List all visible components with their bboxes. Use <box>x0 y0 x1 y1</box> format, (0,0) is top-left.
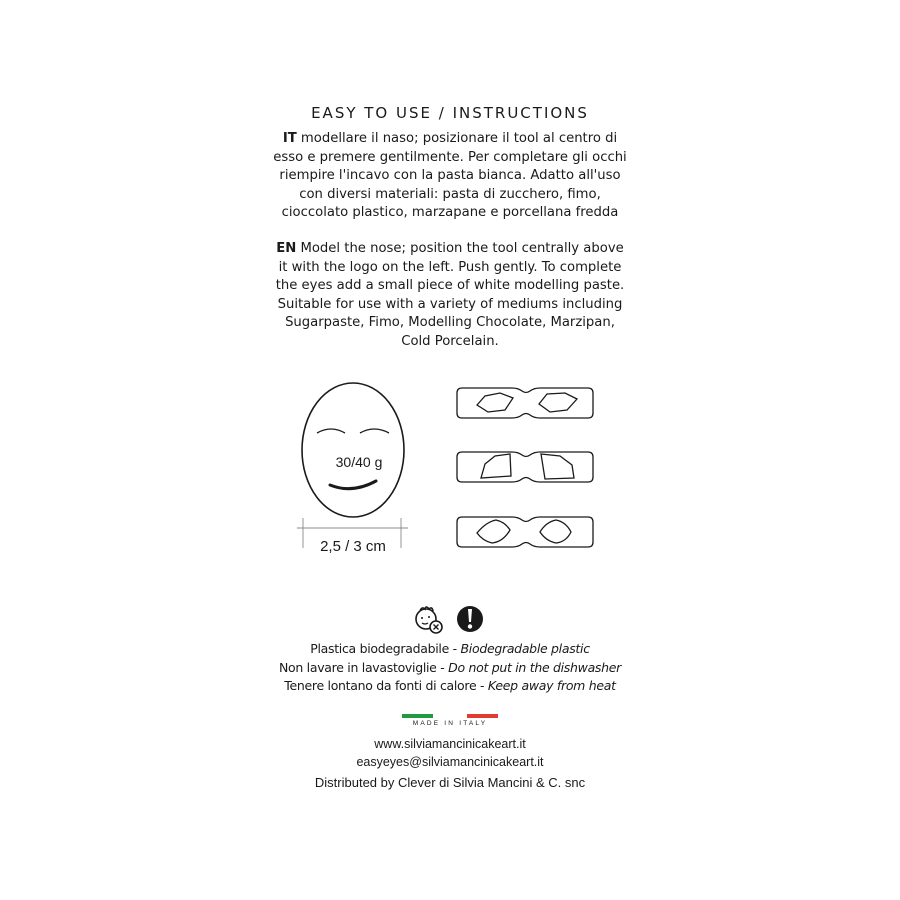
note-row <box>0 659 900 678</box>
flag-red-stripe <box>467 714 498 718</box>
made-in-italy-text: MADE IN ITALY <box>412 720 488 727</box>
en-line: Suitable for use with a variety of mediums including <box>277 296 623 312</box>
flag-green-stripe <box>402 714 433 718</box>
face-diagram <box>302 383 404 517</box>
lang-code-en: EN <box>276 241 297 256</box>
eye-tool-2 <box>457 452 593 482</box>
distributor-text: Distributed by Clever di Silvia Mancini & C. snc <box>314 775 586 790</box>
it-line: modellare il naso; posizionare il tool al centro di <box>296 131 618 146</box>
instructions-title: EASY TO USE / INSTRUCTIONS <box>311 104 589 122</box>
made-in-italy-badge <box>400 714 500 734</box>
en-line: the eyes add a small piece of white modelling paste. <box>275 278 625 293</box>
it-line: con diversi materiali: pasta di zucchero, fimo, <box>299 186 601 202</box>
it-line: riempire l'incavo con la pasta bianca. Adatto all'uso <box>279 168 621 183</box>
note-en: Do not put in the dishwasher <box>448 659 621 675</box>
en-line: Model the nose; position the tool centrally above <box>296 241 624 256</box>
note-row <box>0 677 900 696</box>
tool-eye-right <box>541 454 574 479</box>
tool-eye-left <box>481 454 511 478</box>
tool-eye-left <box>477 393 513 412</box>
note-it: Non lavare in lavastoviglie - <box>278 659 449 675</box>
care-notes <box>0 640 900 696</box>
weight-label: 30/40 g <box>335 454 383 470</box>
no-baby-food-icon <box>416 607 442 633</box>
face-egg-outline <box>302 383 404 517</box>
website-link[interactable]: www.silviamancinicakeart.it <box>374 737 526 751</box>
note-row <box>0 640 900 659</box>
right-eye-line <box>360 429 389 433</box>
note-it: Tenere lontano da fonti di calore - <box>284 678 488 693</box>
size-label: 2,5 / 3 cm <box>320 538 386 555</box>
en-line: it with the logo on the left. Push gently. To complete <box>278 259 622 275</box>
tool-eye-left <box>477 520 510 543</box>
tool-eye-right <box>539 393 577 412</box>
exclamation-icon <box>457 606 483 632</box>
note-en: Biodegradable plastic <box>460 641 590 656</box>
en-line: Sugarpaste, Fimo, Modelling Chocolate, Marzipan, <box>285 315 615 330</box>
email-link[interactable]: easyeyes@silviamancinicakeart.it <box>356 755 544 769</box>
lang-code-it: IT <box>282 131 297 146</box>
tool-eye-right <box>540 520 571 543</box>
en-line: Cold Porcelain. <box>401 333 499 349</box>
eye-tool-3 <box>457 517 593 547</box>
it-line: cioccolato plastico, marzapane e porcellana fredda <box>281 205 619 220</box>
eye-tool-1 <box>457 388 593 418</box>
note-it: Plastica biodegradabile - <box>310 641 461 656</box>
mouth-curve <box>330 481 376 489</box>
note-en: Keep away from heat <box>487 678 616 693</box>
warning-icons <box>412 604 492 636</box>
it-line: esso e premere gentilmente. Per completare gli occhi <box>273 149 627 165</box>
left-eye-line <box>317 429 345 433</box>
